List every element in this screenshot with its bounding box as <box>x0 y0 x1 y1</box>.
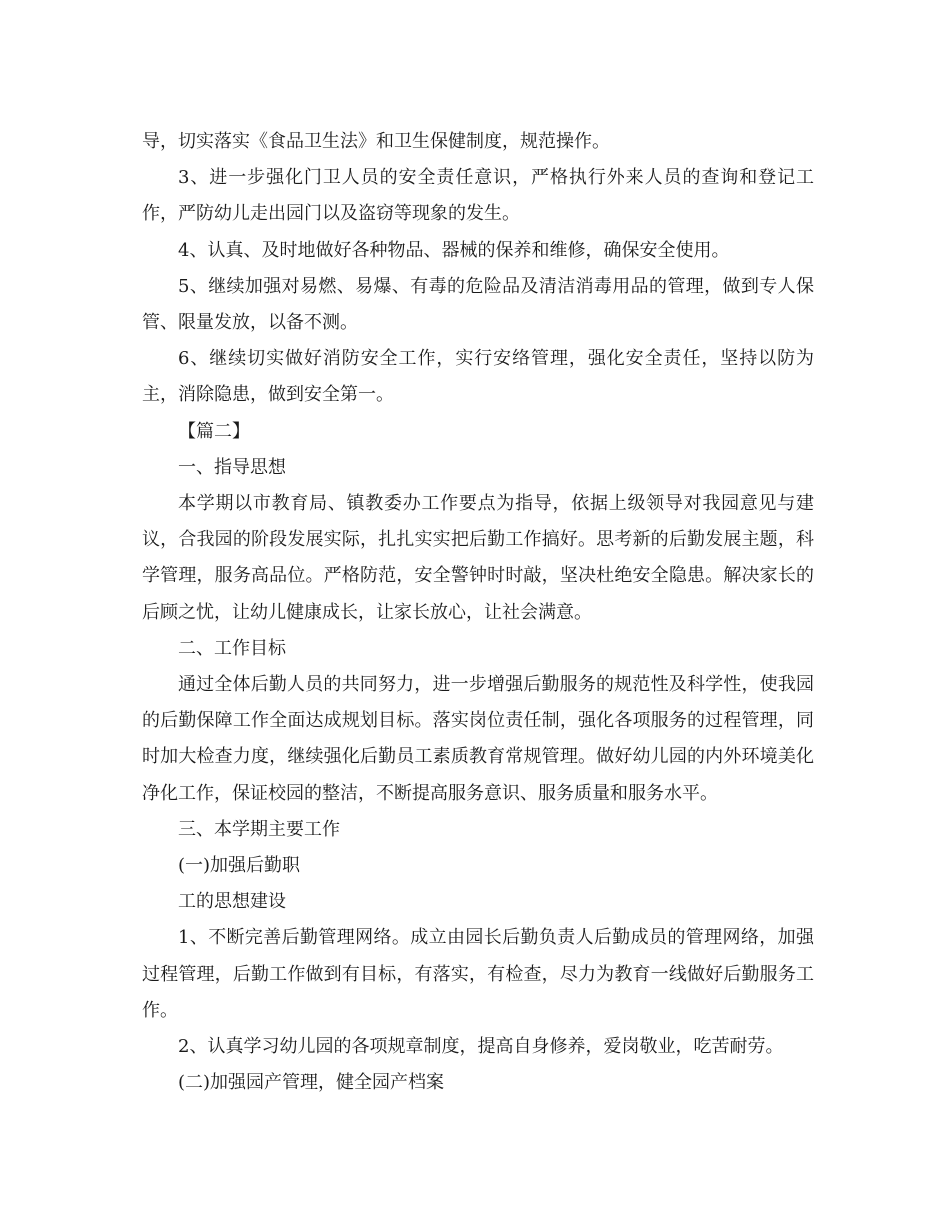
paragraph-item-4: 4、认真、及时地做好各种物品、器械的保养和维修，确保安全使用。 <box>178 239 730 261</box>
section-heading-main-work: 三、本学期主要工作 <box>178 818 340 840</box>
document-body <box>142 124 814 1101</box>
section-heading-part-two: 【篇二】 <box>178 420 250 442</box>
paragraph-item-3: 3、进一步强化门卫人员的安全责任意识，严格执行外来人员的查询和登记工作，严防幼儿走出园门以及盗窃等现象的发生。 <box>142 167 814 225</box>
paragraph-guiding-ideology: 本学期以市教育局、镇教委办工作要点为指导，依据上级领导对我园意见与建议，合我园的阶段发展实际，扎扎实实把后勤工作搞好。思考新的后勤发展主题，科学管理，服务高品位。严格防范，安全警钟时时敲，坚决杜绝安全隐患。解决家长的后顾之忧，让幼儿健康成长，让家长放心，让社会满意。 <box>142 493 814 623</box>
section-heading-work-goals: 二、工作目标 <box>178 637 286 659</box>
paragraph-main-work-1: 1、不断完善后勤管理网络。成立由园长后勤负责人后勤成员的管理网络，加强过程管理，后勤工作做到有目标，有落实，有检查，尽力为教育一线做好后勤服务工作。 <box>142 927 814 1021</box>
paragraph-main-work-2: 2、认真学习幼儿园的各项规章制度，提高自身修养，爱岗敬业，吃苦耐劳。 <box>178 1036 784 1058</box>
paragraph-item-5: 5、继续加强对易燃、易爆、有毒的危险品及清洁消毒用品的管理，做到专人保管、限量发放，以备不测。 <box>142 275 814 334</box>
paragraph-work-goals: 通过全体后勤人员的共同努力，进一步增强后勤服务的规范性及科学性，使我园的后勤保障工作全面达成规划目标。落实岗位责任制，强化各项服务的过程管理，同时加大检查力度，继续强化后勤员工素质教育常规管理。做好幼儿园的内外环境美化净化工作，保证校园的整洁，不断提高服务意识、服务质量和服务水平。 <box>142 674 814 804</box>
paragraph-continuation: 导，切实落实《食品卫生法》和卫生保健制度，规范操作。 <box>142 131 610 152</box>
subheading-property-management: (二)加强园产管理，健全园产档案 <box>178 1072 445 1094</box>
paragraph-item-6: 6、继续切实做好消防安全工作，实行安络管理，强化安全责任，坚持以防为主，消除隐患，做到安全第一。 <box>142 348 814 406</box>
subheading-staff-part-1: (一)加强后勤职 <box>178 855 301 877</box>
section-heading-guiding-ideology: 一、指导思想 <box>178 456 286 478</box>
subheading-staff-part-2: 工的思想建设 <box>178 891 286 913</box>
